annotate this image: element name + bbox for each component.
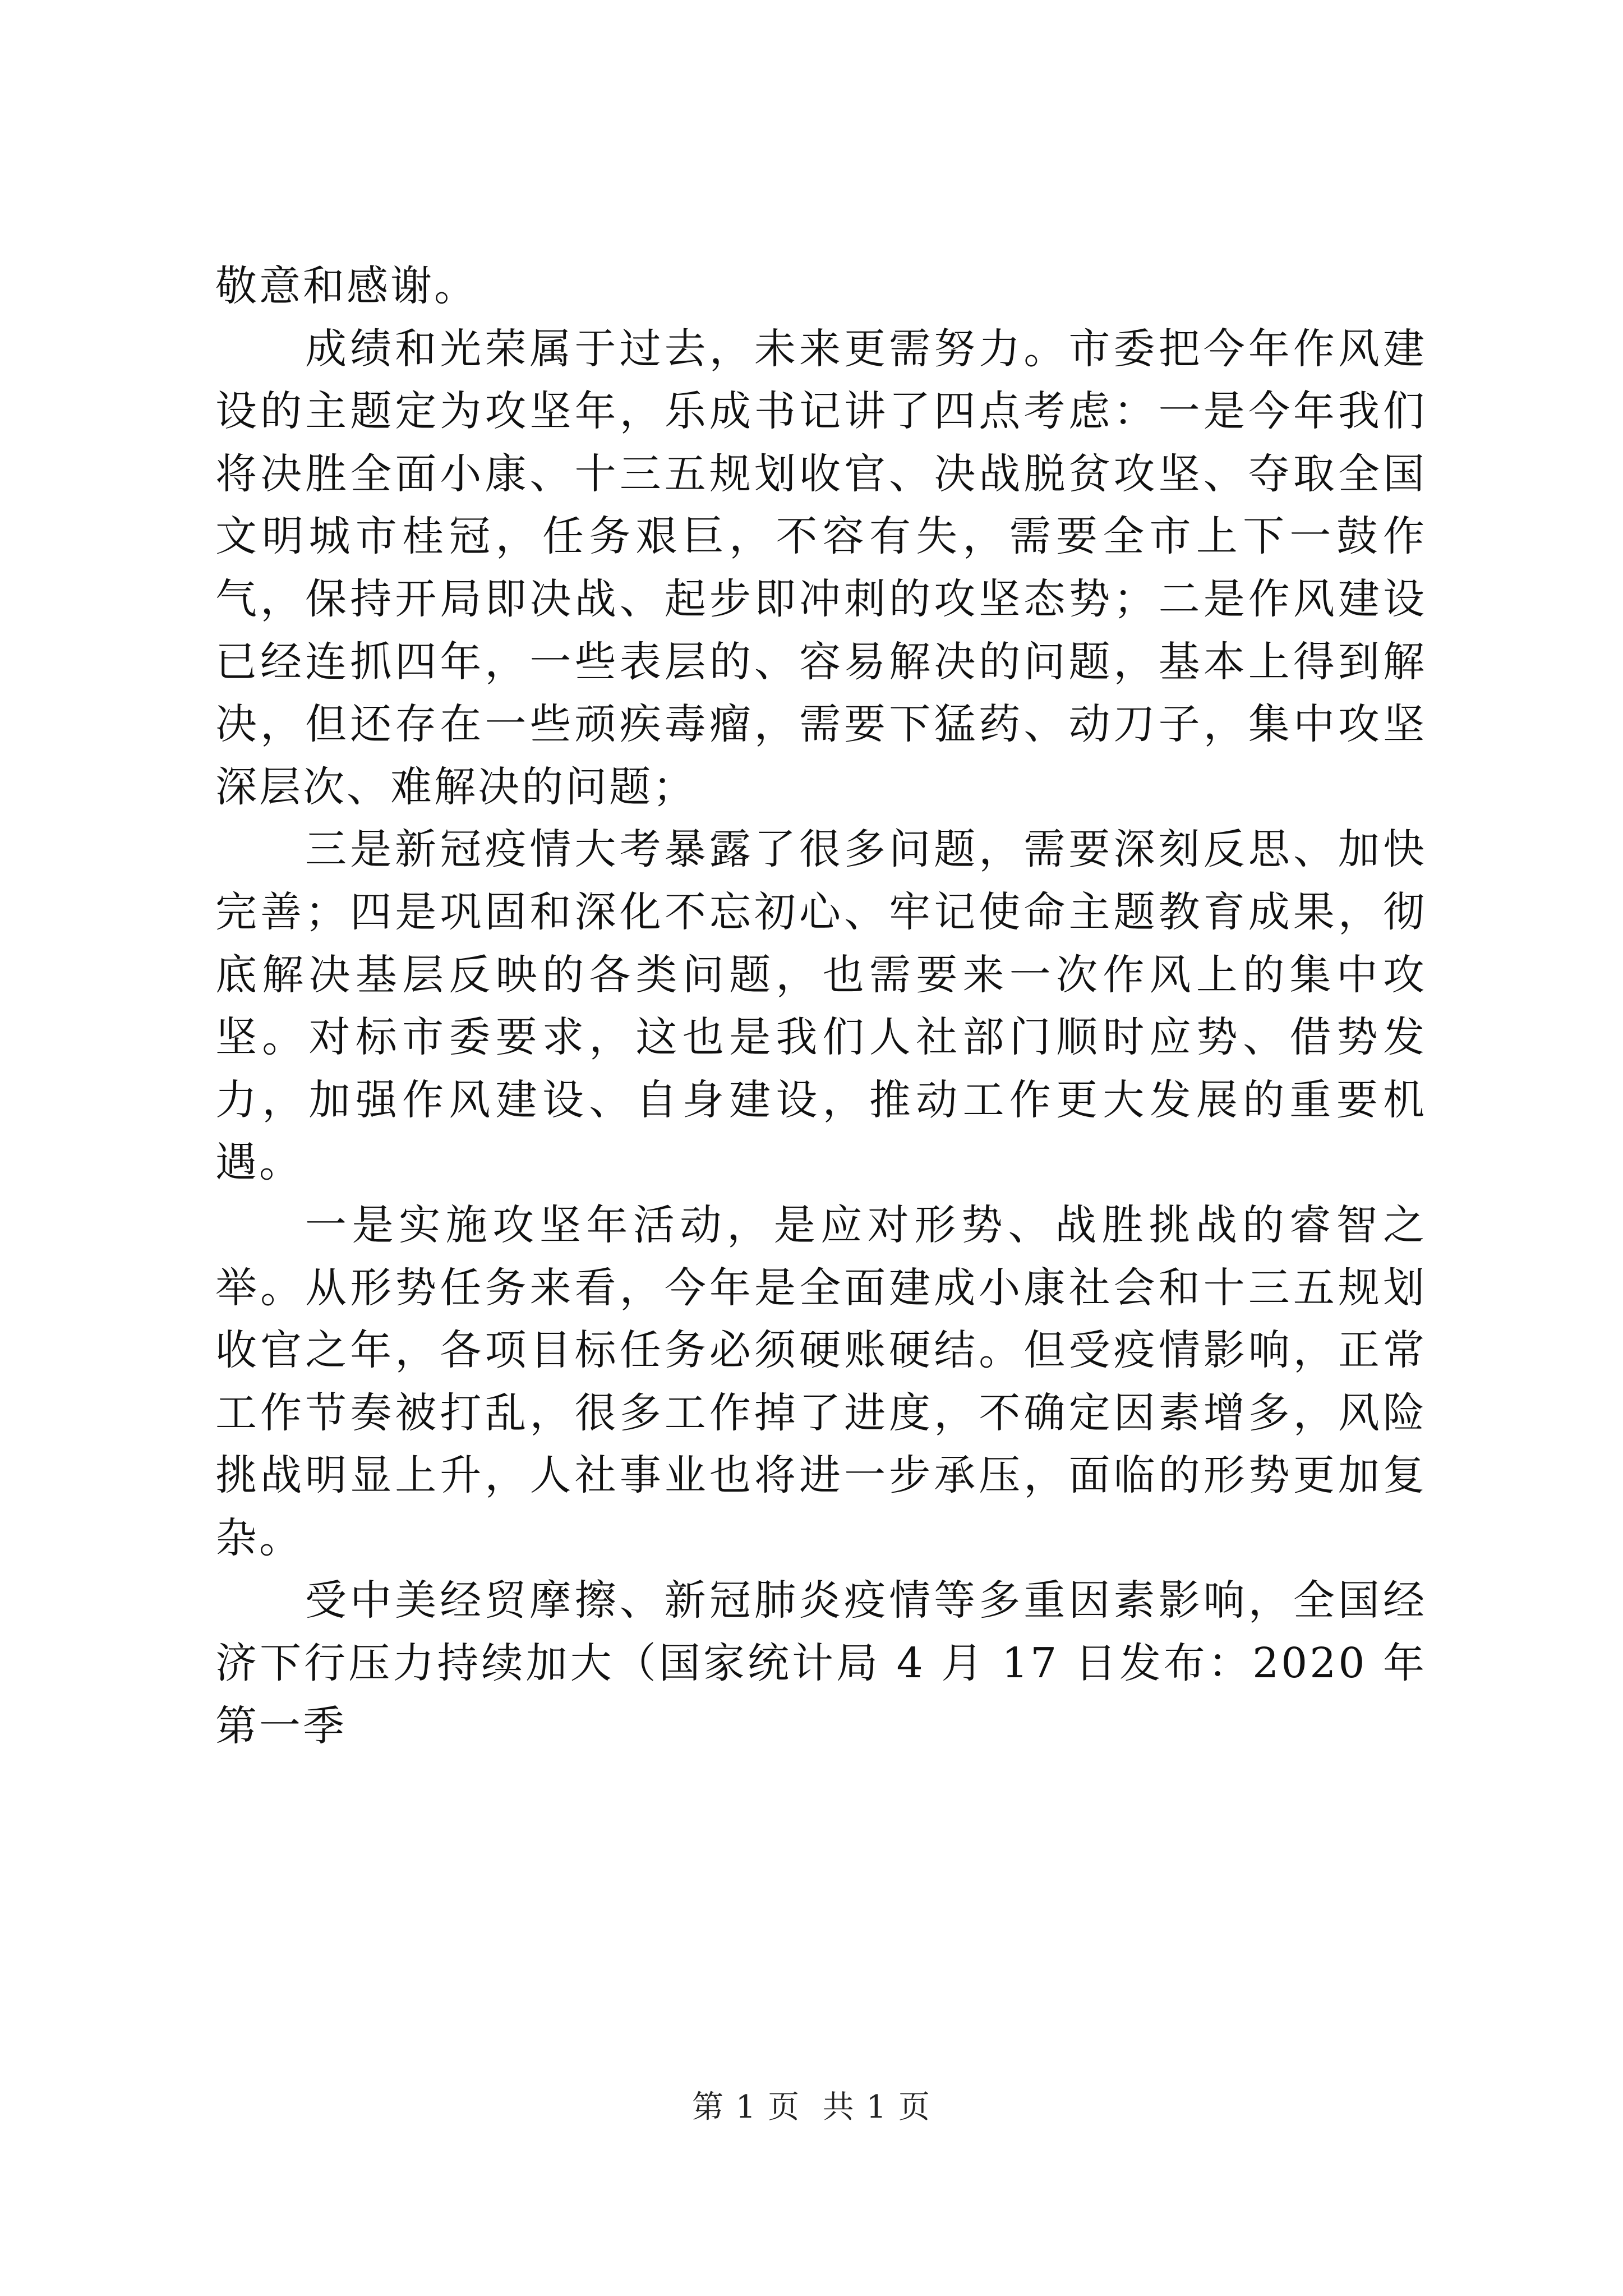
paragraph-3: 一是实施攻坚年活动，是应对形势、战胜挑战的睿智之举。从形势任务来看，今年是全面建成小康社会和十三五规划收官之年，各项目标任务必须硬账硬结。但受疫情影响，正常工作节奏被打乱，很多工作掉了进度，不确定因素增多，风险挑战明显上升，人社事业也将进一步承压，面临的形势更加复杂。: [215, 1200, 1427, 1562]
page-number-label: 第 1 页 共 1 页: [691, 2089, 932, 2125]
document-body: [215, 255, 1427, 1757]
paragraph-1: 成绩和光荣属于过去，未来更需努力。市委把今年作风建设的主题定为攻坚年，乐成书记讲了四点考虑：一是今年我们将决胜全面小康、十三五规划收官、决战脱贫攻坚、夺取全国文明城市桂冠，任务艰巨，不容有失，需要全市上下一鼓作气，保持开局即决战、起步即冲刺的攻坚态势；二是作风建设已经连抓四年，一些表层的、容易解决的问题，基本上得到解决，但还存在一些顽疾毒瘤，需要下猛药、动刀子，集中攻坚深层次、难解决的问题；: [215, 324, 1427, 811]
paragraph-4: 受中美经贸摩擦、新冠肺炎疫情等多重因素影响，全国经济下行压力持续加大（国家统计局 4 月 17 日发布：2020 年第一季: [215, 1576, 1427, 1750]
page-footer: [0, 2082, 1623, 2127]
paragraph-2: 三是新冠疫情大考暴露了很多问题，需要深刻反思、加快完善；四是巩固和深化不忘初心、牢记使命主题教育成果，彻底解决基层反映的各类问题，也需要来一次作风上的集中攻坚。对标市委要求，这也是我们人社部门顺时应势、借势发力，加强作风建设、自身建设，推动工作更大发展的重要机遇。: [215, 825, 1427, 1187]
paragraph-0: 敬意和感谢。: [215, 262, 478, 310]
